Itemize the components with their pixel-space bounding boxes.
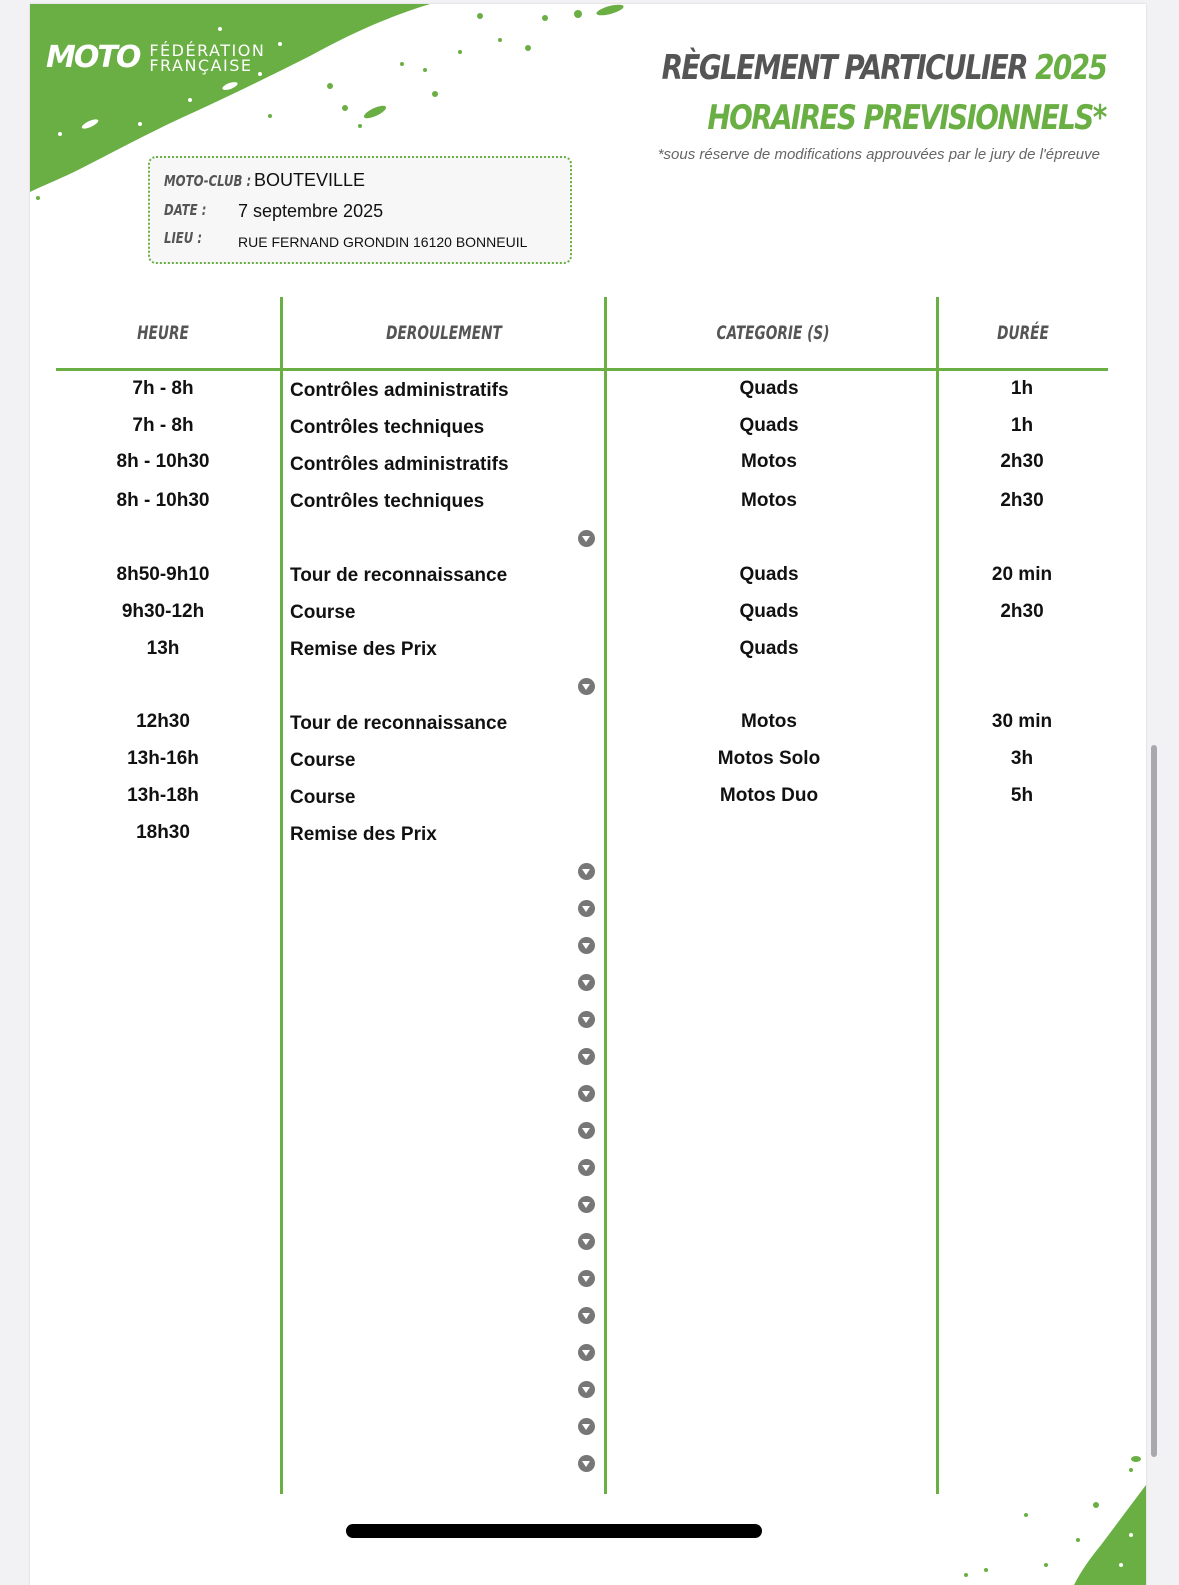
scrollbar[interactable] (1151, 745, 1157, 1457)
cell-heure: 7h - 8h (132, 378, 194, 399)
chevron-down-circle-icon[interactable] (578, 1048, 595, 1065)
chevron-down-circle-icon[interactable] (578, 678, 595, 695)
cell-categorie: Motos (741, 711, 797, 732)
club-value: BOUTEVILLE (254, 170, 366, 190)
ffm-logo (46, 40, 265, 75)
header-divider (56, 368, 1108, 371)
cell-heure: 8h50-9h10 (116, 564, 210, 585)
cell-duree: 30 min (991, 711, 1053, 732)
cell-heure: 13h (146, 638, 180, 659)
cell-deroulement: Contrôles administratifs (290, 454, 509, 475)
header-deroulement: DEROULEMENT (386, 322, 502, 344)
cell-categorie: Quads (739, 564, 799, 585)
cell-duree: 2h30 (1000, 601, 1044, 622)
cell-deroulement: Remise des Prix (290, 639, 437, 660)
logo-federation-text (149, 40, 266, 75)
cell-heure: 13h-18h (127, 785, 199, 806)
chevron-down-circle-icon[interactable] (578, 937, 595, 954)
club-label: MOTO-CLUB : (164, 172, 252, 190)
cell-deroulement: Tour de reconnaissance (290, 565, 508, 586)
cell-deroulement: Course (290, 750, 356, 771)
cell-categorie: Quads (739, 638, 799, 659)
header-categorie: CATEGORIE (S) (716, 322, 830, 344)
title-year: 2025 (1034, 48, 1106, 88)
cell-heure: 13h-16h (127, 748, 199, 769)
document-subtitle: HORAIRES PREVISIONNELS* (707, 98, 1106, 138)
cell-categorie: Quads (739, 601, 799, 622)
chevron-down-circle-icon[interactable] (578, 1159, 595, 1176)
cell-heure: 9h30-12h (121, 601, 205, 622)
chevron-down-circle-icon[interactable] (578, 1455, 595, 1472)
place-label: LIEU : (164, 229, 203, 247)
cell-heure: 7h - 8h (132, 415, 194, 436)
cell-deroulement: Tour de reconnaissance (290, 713, 508, 734)
chevron-down-circle-icon[interactable] (578, 1344, 595, 1361)
cell-deroulement: Contrôles techniques (290, 417, 485, 438)
chevron-down-circle-icon[interactable] (578, 1122, 595, 1139)
cell-heure: 8h - 10h30 (116, 490, 210, 511)
header-duree: DURÉE (997, 322, 1049, 344)
logo-line-2: FRANÇAISE (149, 55, 253, 75)
event-info-box (148, 156, 572, 264)
cell-categorie: Motos (741, 451, 797, 472)
document-page (30, 4, 1146, 1585)
logo-line-1: FÉDÉRATION (149, 40, 266, 60)
chevron-down-circle-icon[interactable] (578, 530, 595, 547)
cell-categorie: Quads (739, 378, 799, 399)
place-value: RUE FERNAND GRONDIN 16120 BONNEUIL (238, 234, 528, 250)
cell-duree: 2h30 (1000, 451, 1044, 472)
chevron-down-circle-icon[interactable] (578, 1270, 595, 1287)
cell-deroulement: Course (290, 602, 356, 623)
chevron-down-circle-icon[interactable] (578, 1196, 595, 1213)
cell-categorie: Motos Solo (717, 748, 821, 769)
cell-heure: 8h - 10h30 (116, 451, 210, 472)
chevron-down-circle-icon[interactable] (578, 1085, 595, 1102)
column-divider-2 (604, 297, 607, 1494)
cell-categorie: Quads (739, 415, 799, 436)
chevron-down-circle-icon[interactable] (578, 863, 595, 880)
cell-duree: 5h (1010, 785, 1034, 806)
date-label: DATE : (164, 201, 207, 219)
chevron-down-circle-icon[interactable] (578, 1418, 595, 1435)
disclaimer-note: *sous réserve de modifications approuvées par le jury de l'épreuve (657, 146, 1100, 163)
cell-duree: 20 min (991, 564, 1053, 585)
date-value: 7 septembre 2025 (238, 201, 384, 221)
cell-duree: 3h (1010, 748, 1034, 769)
cell-duree: 2h30 (1000, 490, 1044, 511)
header-heure: HEURE (137, 322, 189, 344)
chevron-down-circle-icon[interactable] (578, 1381, 595, 1398)
logo-moto-text: MOTO (46, 40, 140, 75)
cell-deroulement: Remise des Prix (290, 824, 437, 845)
document-title (661, 48, 1106, 88)
cell-heure: 12h30 (136, 711, 190, 732)
chevron-down-circle-icon[interactable] (578, 1307, 595, 1324)
chevron-down-circle-icon[interactable] (578, 900, 595, 917)
green-splash-decoration-bottom (926, 1445, 1146, 1585)
cell-duree: 1h (1010, 415, 1034, 436)
cell-categorie: Motos Duo (719, 785, 819, 806)
cell-deroulement: Contrôles administratifs (290, 380, 509, 401)
cell-heure: 18h30 (136, 822, 190, 843)
chevron-down-circle-icon[interactable] (578, 974, 595, 991)
cell-deroulement: Contrôles techniques (290, 491, 485, 512)
cell-duree: 1h (1010, 378, 1034, 399)
home-indicator[interactable] (346, 1524, 762, 1538)
column-divider-3 (936, 297, 939, 1494)
chevron-down-circle-icon[interactable] (578, 1011, 595, 1028)
cell-categorie: Motos (741, 490, 797, 511)
cell-deroulement: Course (290, 787, 356, 808)
chevron-down-circle-icon[interactable] (578, 1233, 595, 1250)
title-main: RÈGLEMENT PARTICULIER (661, 48, 1027, 88)
column-divider-1 (280, 297, 283, 1494)
